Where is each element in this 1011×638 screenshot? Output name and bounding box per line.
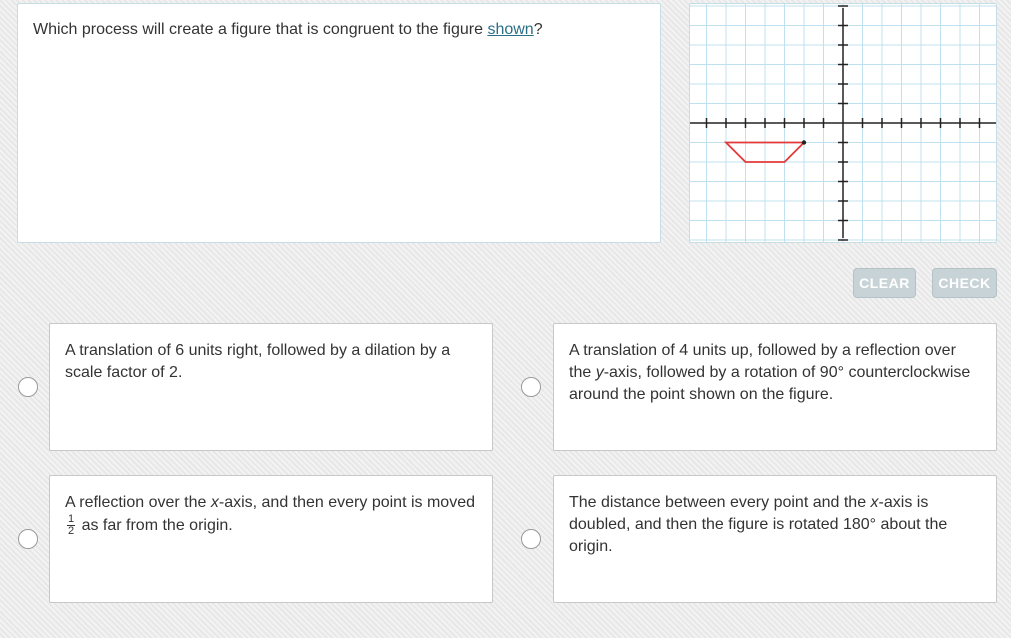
- choice-d-variable: x: [870, 494, 879, 511]
- question-text: [33, 21, 543, 38]
- choice-d-text-1: The distance between every point and the: [569, 494, 871, 511]
- choice-c-text-1: A reflection over the: [65, 494, 211, 511]
- choice-b-text: [569, 342, 970, 403]
- radio-choice-c[interactable]: [18, 529, 38, 549]
- check-button[interactable]: CHECK: [932, 268, 997, 298]
- coordinate-graph: [690, 4, 996, 242]
- fraction-numerator: 1: [68, 513, 75, 525]
- choice-b[interactable]: [553, 323, 997, 451]
- choice-c-text: [65, 494, 475, 537]
- choice-a[interactable]: [49, 323, 493, 451]
- choice-a-text: A translation of 6 units right, followed by a dilation by a scale factor of 2.: [65, 342, 451, 381]
- choice-b-text-1: A translation of 4 units up, followed by a reflection over the: [569, 342, 956, 381]
- fraction-one-half: [67, 514, 75, 537]
- choice-c-text-2: -axis, and then every point is moved: [218, 494, 475, 511]
- choice-d-text: [569, 494, 947, 555]
- graph-panel: [689, 3, 997, 243]
- radio-choice-d[interactable]: [521, 529, 541, 549]
- clear-button[interactable]: CLEAR: [853, 268, 916, 298]
- question-text-end: ?: [533, 21, 543, 38]
- question-text-start: Which process will create a figure that is congruent to the figure: [33, 21, 488, 38]
- marked-point: [802, 140, 806, 144]
- choice-b-text-2: -axis, followed by a rotation of 90° counterclockwise around the point shown on the figure.: [569, 364, 971, 403]
- radio-choice-a[interactable]: [18, 377, 38, 397]
- radio-choice-b[interactable]: [521, 377, 541, 397]
- choice-c[interactable]: [49, 475, 493, 603]
- shown-link[interactable]: shown: [487, 21, 534, 38]
- choice-d-text-2: -axis is doubled, and then the figure is rotated 180° about the origin.: [569, 494, 948, 555]
- choice-d[interactable]: [553, 475, 997, 603]
- question-panel: [17, 3, 661, 243]
- fraction-denominator: 2: [68, 525, 75, 537]
- choice-b-variable: y: [595, 364, 604, 381]
- choice-c-text-3: as far from the origin.: [77, 516, 233, 534]
- choice-c-variable: x: [210, 494, 219, 511]
